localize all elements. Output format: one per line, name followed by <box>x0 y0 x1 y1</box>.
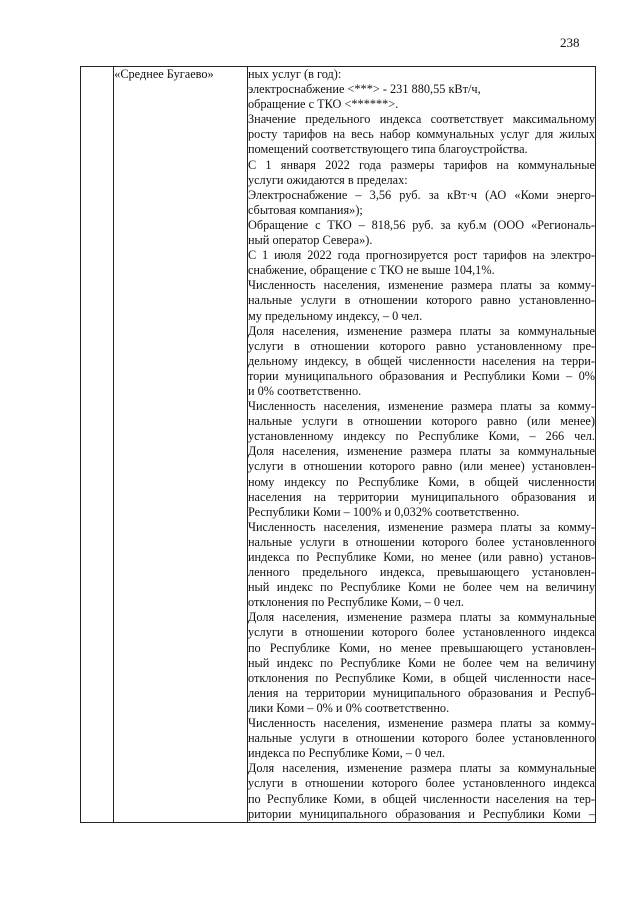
text-line: ный оператор Севера»). <box>247 233 373 248</box>
settlement-name: «Среднее Бугаево» <box>114 67 214 81</box>
text-line: ный индекс по Республике Коми не более чем на величину <box>247 580 595 595</box>
description-text <box>248 67 595 822</box>
text-line: дельному индексу, в общей численности населения на терри- <box>247 353 595 368</box>
text-line: Доля населения, изменение размера платы за коммунальные <box>247 761 595 776</box>
text-line: нальные услуги в отношении которого более установленного <box>247 534 595 549</box>
text-line: Численность населения, изменение размера платы за комму- <box>247 519 595 534</box>
page-number: 238 <box>560 35 580 50</box>
text-line: Численность населения, изменение размера платы за комму- <box>247 716 595 731</box>
text-line: нальные услуги в отношении которого более установленного <box>247 731 595 746</box>
text-line: обращение с ТКО <******>. <box>247 97 399 112</box>
text-line: помещений соответствующего типа благоустройства. <box>247 142 528 157</box>
text-line: ленного предельного индекса, превышающего установлен- <box>247 565 595 580</box>
text-line: ному индексу по Республике Коми, в общей численности <box>247 474 595 489</box>
text-line: Численность населения, изменение размера платы за комму- <box>247 399 595 414</box>
text-line: Численность населения, изменение размера платы за комму- <box>247 278 595 293</box>
text-line: ных услуг (в год): <box>247 67 342 81</box>
text-line: отклонения по Республике Коми, в общей численности насе- <box>247 670 595 685</box>
text-line: по Республике Коми, но менее превышающего установлен- <box>247 640 595 655</box>
text-line: Доля населения, изменение размера платы за коммунальные <box>247 444 595 459</box>
text-line: Доля населения, изменение размера платы за коммунальные <box>247 610 595 625</box>
text-line: Электроснабжение – 3,56 руб. за кВт·ч (АО «Коми энерго- <box>247 187 595 202</box>
text-line: лики Коми – 0% и 0% соответственно. <box>247 700 450 715</box>
settlement-cell <box>114 67 248 823</box>
text-line: услуги в отношении которого равно (или менее) установлен- <box>247 459 595 474</box>
text-line: индекса по Республике Коми, – 0 чел. <box>247 746 446 761</box>
document-table <box>80 66 596 823</box>
text-line: услуги в отношении которого более установленного индекса <box>247 776 595 791</box>
text-line: Обращение с ТКО – 818,56 руб. за куб.м (ООО «Региональ- <box>247 217 595 232</box>
description-cell <box>247 67 595 823</box>
text-line: нальные услуги в отношении которого равно установленно- <box>247 293 595 308</box>
text-line: отклонения по Республике Коми, – 0 чел. <box>247 595 464 610</box>
text-line: установленному индексу по Республике Коми, – 266 чел. <box>247 429 595 444</box>
text-line: услуги в отношении которого более установленного индекса <box>247 625 595 640</box>
text-line: Доля населения, изменение размера платы за коммунальные <box>247 323 595 338</box>
text-line: электроснабжение <***> - 231 880,55 кВт/ч, <box>247 82 481 97</box>
text-line: сбытовая компания»); <box>247 202 363 217</box>
text-line: ритории муниципального образования и Республики Коми – <box>247 806 595 821</box>
text-line: и 0% соответственно. <box>247 383 362 398</box>
text-line: снабжение, обращение с ТКО не выше 104,1%. <box>247 263 495 278</box>
table-row <box>81 67 596 823</box>
text-line: услуги в отношении которого равно установленному пре- <box>247 338 595 353</box>
text-line: му предельному индексу, – 0 чел. <box>247 308 423 323</box>
text-line: по Республике Коми, в общей численности населения на тер- <box>247 791 595 806</box>
text-line: ный индекс по Республике Коми не более чем на величину <box>247 655 595 670</box>
text-line: Республики Коми – 100% и 0,032% соответственно. <box>247 504 520 519</box>
text-line: Значение предельного индекса соответствует максимальному <box>247 112 595 127</box>
text-line: населения на территории муниципального образования и <box>247 489 595 504</box>
text-line: индекса по Республике Коми, но менее (или равно) установ- <box>247 550 595 564</box>
text-line: услуги ожидаются в пределах: <box>247 172 408 187</box>
text-line: росту тарифов на весь набор коммунальных услуг для жилых <box>247 127 595 142</box>
text-line: ления на территории муниципального образования и Респуб- <box>247 685 595 700</box>
row-number-cell <box>81 67 114 823</box>
text-line: нальные услуги в отношении которого равно (или менее) <box>247 414 595 429</box>
text-line: С 1 июля 2022 года прогнозируется рост тарифов на электро- <box>247 248 595 263</box>
text-line: С 1 января 2022 года размеры тарифов на коммунальные <box>247 157 595 172</box>
text-line: тории муниципального образования и Республики Коми – 0% <box>247 368 595 383</box>
